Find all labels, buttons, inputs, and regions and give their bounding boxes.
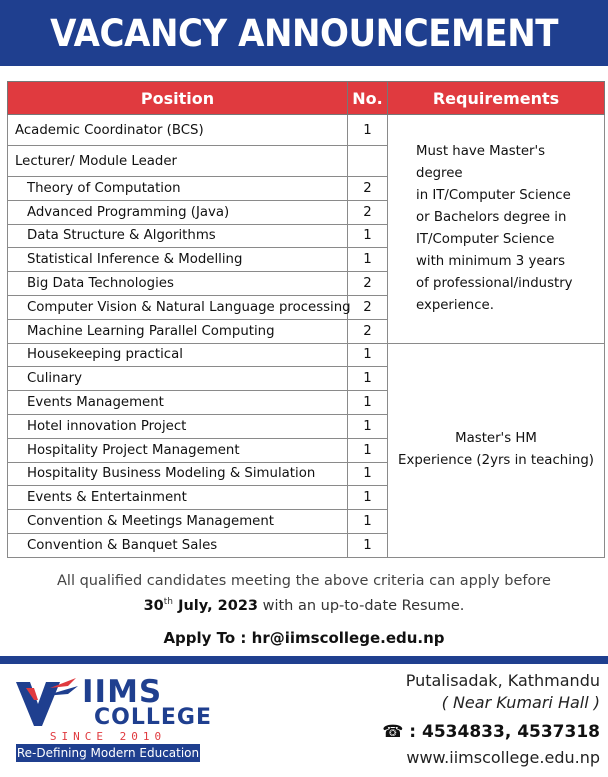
count-cell — [348, 146, 388, 177]
position-cell: Machine Learning Parallel Computing — [8, 319, 348, 343]
position-cell: Events Management — [8, 391, 348, 415]
position-cell: Hospitality Business Modeling & Simulation — [8, 462, 348, 486]
position-cell: Housekeeping practical — [8, 343, 348, 367]
logo-since: SINCE 2010 — [49, 730, 167, 743]
contact-phone-numbers: : 4534833, 4537318 — [409, 722, 600, 742]
position-cell: Statistical Inference & Modelling — [8, 248, 348, 272]
table-header-row — [8, 82, 605, 115]
position-cell: Advanced Programming (Java) — [8, 200, 348, 224]
position-cell: Culinary — [8, 367, 348, 391]
contact-landmark: ( Near Kumari Hall ) — [441, 693, 600, 712]
requirement-line: Must have Master's degree — [416, 143, 546, 181]
requirement-line: of professional/industry — [416, 275, 573, 291]
requirements-it — [388, 115, 605, 344]
column-header-position: Position — [8, 82, 348, 115]
count-cell: 1 — [348, 462, 388, 486]
count-cell: 2 — [348, 272, 388, 296]
contact-phone — [382, 722, 600, 742]
position-cell: Hospitality Project Management — [8, 438, 348, 462]
position-cell: Events & Entertainment — [8, 486, 348, 510]
footer-divider — [0, 656, 608, 664]
deadline-tail: with an up-to-date Resume. — [258, 597, 465, 614]
contact-block — [382, 670, 600, 767]
deadline-note — [0, 597, 608, 614]
logo-tagline: Re-Defining Modern Education — [16, 746, 200, 760]
apply-email[interactable]: Apply To : hr@iimscollege.edu.np — [163, 629, 445, 647]
position-cell: Big Data Technologies — [8, 272, 348, 296]
contact-website[interactable]: www.iimscollege.edu.np — [406, 748, 600, 767]
count-cell: 1 — [348, 367, 388, 391]
count-cell: 1 — [348, 343, 388, 367]
requirement-line: with minimum 3 years — [416, 253, 566, 269]
vacancy-table — [7, 81, 605, 558]
position-cell: Theory of Computation — [8, 177, 348, 201]
position-cell: Lecturer/ Module Leader — [8, 146, 348, 177]
position-cell: Data Structure & Algorithms — [8, 224, 348, 248]
logo-emblem-icon — [16, 674, 80, 730]
table-row — [8, 115, 605, 146]
count-cell: 1 — [348, 248, 388, 272]
count-cell: 1 — [348, 391, 388, 415]
count-cell: 1 — [348, 510, 388, 534]
count-cell: 2 — [348, 295, 388, 319]
position-cell: Academic Coordinator (BCS) — [8, 115, 348, 146]
eligibility-note: All qualified candidates meeting the above criteria can apply before — [57, 573, 551, 589]
position-cell: Hotel innovation Project — [8, 414, 348, 438]
logo-college: COLLEGE — [94, 705, 212, 730]
count-cell: 1 — [348, 533, 388, 557]
requirement-line: Experience (2yrs in teaching) — [398, 453, 594, 469]
requirement-line: experience. — [416, 297, 494, 313]
deadline-day: 30 — [143, 597, 164, 614]
count-cell: 2 — [348, 319, 388, 343]
logo-name: IIMS — [82, 674, 163, 710]
position-cell: Convention & Meetings Management — [8, 510, 348, 534]
column-header-requirements: Requirements — [388, 82, 605, 115]
requirement-line: Master's HM — [455, 431, 537, 447]
requirements-hm — [388, 343, 605, 557]
column-header-no: No. — [348, 82, 388, 115]
count-cell: 1 — [348, 224, 388, 248]
count-cell: 1 — [348, 486, 388, 510]
header-band — [0, 0, 608, 66]
count-cell: 1 — [348, 438, 388, 462]
college-logo — [16, 672, 212, 764]
count-cell: 1 — [348, 414, 388, 438]
requirement-line: IT/Computer Science — [416, 231, 555, 247]
count-cell: 1 — [348, 115, 388, 146]
requirement-line: or Bachelors degree in — [416, 209, 567, 225]
deadline-suffix: th — [163, 597, 174, 607]
deadline-month-year: July, 2023 — [173, 597, 258, 614]
phone-icon: ☎ — [382, 722, 410, 742]
page-title: VACANCY ANNOUNCEMENT — [50, 11, 558, 55]
count-cell: 2 — [348, 177, 388, 201]
count-cell: 2 — [348, 200, 388, 224]
position-cell: Computer Vision & Natural Language processing — [8, 295, 348, 319]
table-row — [8, 343, 605, 367]
position-cell: Convention & Banquet Sales — [8, 533, 348, 557]
contact-address: Putalisadak, Kathmandu — [405, 671, 600, 690]
requirement-line: in IT/Computer Science — [416, 187, 571, 203]
